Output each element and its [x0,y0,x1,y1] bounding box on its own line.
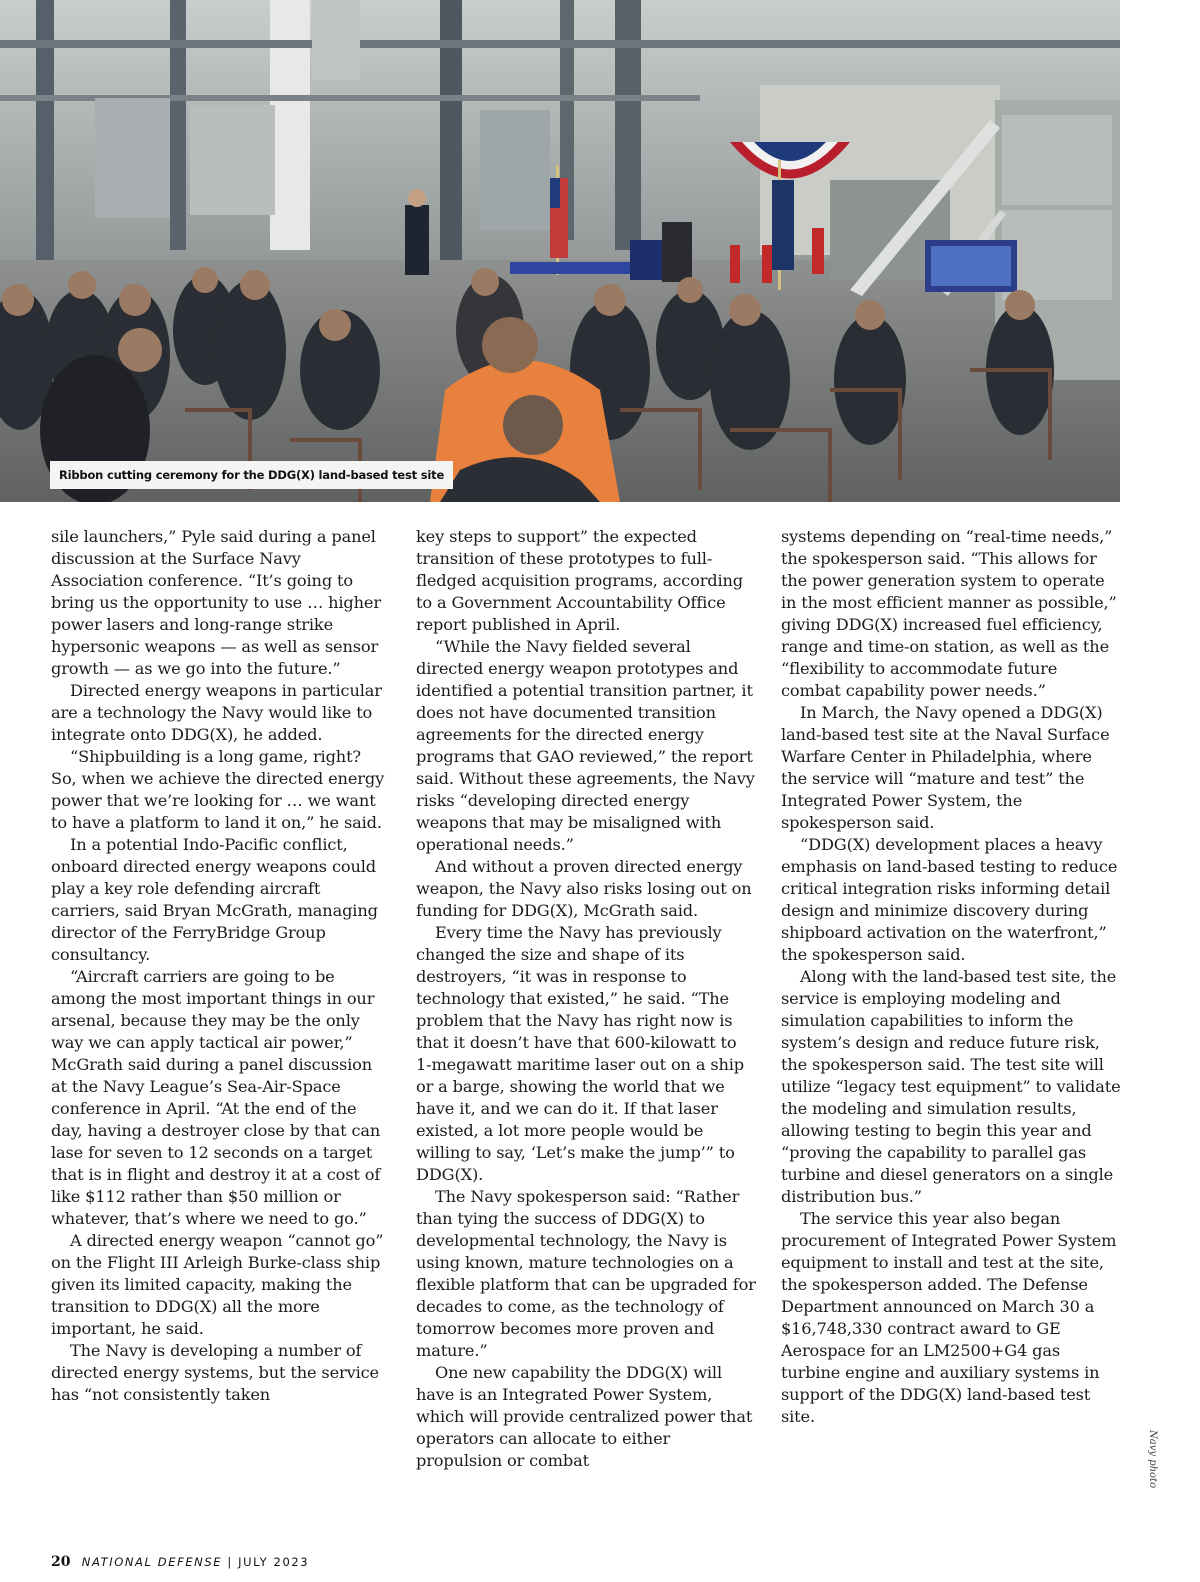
paragraph: A directed energy weapon “cannot go” on the Flight III Arleigh Burke-class ship given its limited capacity, making the transition to DDG(X) all the more important, he said. [51,1231,384,1338]
paragraph: systems depending on “real-time needs,” the spokesperson said. “This allows for the power generation system to operate in the most efficient manner as possible,” giving DDG(X) increased fuel efficiency, range and time-on station, as well as the “flexibility to accommodate future combat capability power needs.” [781,527,1117,700]
photo-credit: Navy photo [1147,1430,1158,1489]
paragraph: “DDG(X) development places a heavy emphasis on land-based testing to reduce critical integration risks informing detail design and minimize discovery during shipboard activation on the waterfront,” the spokesperson said. [781,835,1118,964]
page-footer [51,1553,309,1571]
ceremony-photo-illustration [0,0,1120,502]
paragraph: Along with the land-based test site, the service is employing modeling and simulation capabilities to inform the system’s design and reduce future risk, the spokesperson said. The test site will utilize “legacy test equipment” to validate the modeling and simulation results, allowing testing to begin this year and “proving the capability to parallel gas turbine and diesel generators on a single distribution bus.” [781,967,1121,1206]
footer-separator: | [227,1555,233,1569]
ceremony-photo [0,0,1120,502]
page-number: 20 [51,1554,71,1570]
paragraph: The Navy spokesperson said: “Rather than tying the success of DDG(X) to developmental technology, the Navy is using known, mature technologies on a flexible platform that can be upgraded for decades to come, as the technology of tomorrow becomes more proven and mature.” [416,1187,756,1360]
paragraph: “Shipbuilding is a long game, right? So, when we achieve the directed energy power that we’re looking for … we want to have a platform to land it on,” he said. [51,747,385,832]
paragraph: The Navy is developing a number of directed energy systems, but the service has “not consistently taken [51,1341,379,1404]
paragraph: One new capability the DDG(X) will have is an Integrated Power System, which will provide centralized power that operators can allocate to either propulsion or combat [416,1363,753,1470]
paragraph: In March, the Navy opened a DDG(X) land-based test site at the Naval Surface Warfare Center in Philadelphia, where the service will “mature and test” the Integrated Power System, the spokesperson said. [781,703,1110,832]
paragraph: Every time the Navy has previously changed the size and shape of its destroyers, “it was in response to technology that existed,” he said. “The problem that the Navy has right now is that it doesn’t have that 600-kilowatt to 1-megawatt maritime laser out on a ship or a barge, showing the world that we have it, and we can do it. If that laser existed, a lot more people would be willing to say, ‘Let’s make the jump’” to DDG(X). [416,923,745,1184]
paragraph: And without a proven directed energy weapon, the Navy also risks losing out on funding for DDG(X), McGrath said. [416,857,752,920]
paragraph: “Aircraft carriers are going to be among the most important things in our arsenal, because they may be the only way we can apply tactical air power,” McGrath said during a panel discussion at the Navy League’s Sea-Air-Space conference in April. “At the end of the day, having a destroyer close by that can lase for seven to 12 seconds on a target that is in flight and destroy it at a cost of like $112 rather than $50 million or whatever, that’s where we need to go.” [51,967,381,1228]
paragraph: Directed energy weapons in particular are a technology the Navy would like to integrate onto DDG(X), he added. [51,681,382,744]
article-column-1 [51,526,391,1506]
paragraph: The service this year also began procurement of Integrated Power System equipment to install and test at the site, the spokesperson added. The Defense Department announced on March 30 a $16,748,330 contract award to GE Aerospace for an LM2500+G4 gas turbine engine and auxiliary systems in support of the DDG(X) land-based test site. [781,1209,1117,1426]
issue-date: JULY 2023 [238,1555,310,1569]
article-column-3 [781,526,1121,1506]
paragraph: key steps to support” the expected transition of these prototypes to full-fledged acquisition programs, according to a Government Accountability Office report published in April. [416,527,744,634]
publication-name: NATIONAL DEFENSE [81,1555,223,1569]
photo-caption: Ribbon cutting ceremony for the DDG(X) land-based test site [50,461,453,489]
article-column-2 [416,526,756,1506]
paragraph: In a potential Indo-Pacific conflict, onboard directed energy weapons could play a key role defending aircraft carriers, said Bryan McGrath, managing director of the FerryBridge Group consultancy. [51,835,378,964]
paragraph: “While the Navy fielded several directed energy weapon prototypes and identified a potential transition partner, it does not have documented transition agreements for the directed energy programs that GAO reviewed,” the report said. Without these agreements, the Navy risks “developing directed energy weapons that may be misaligned with operational needs.” [416,637,755,854]
paragraph: sile launchers,” Pyle said during a panel discussion at the Surface Navy Association conference. “It’s going to bring us the opportunity to use … higher power lasers and long-range strike hypersonic weapons — as well as sensor growth — as we go into the future.” [51,527,381,678]
